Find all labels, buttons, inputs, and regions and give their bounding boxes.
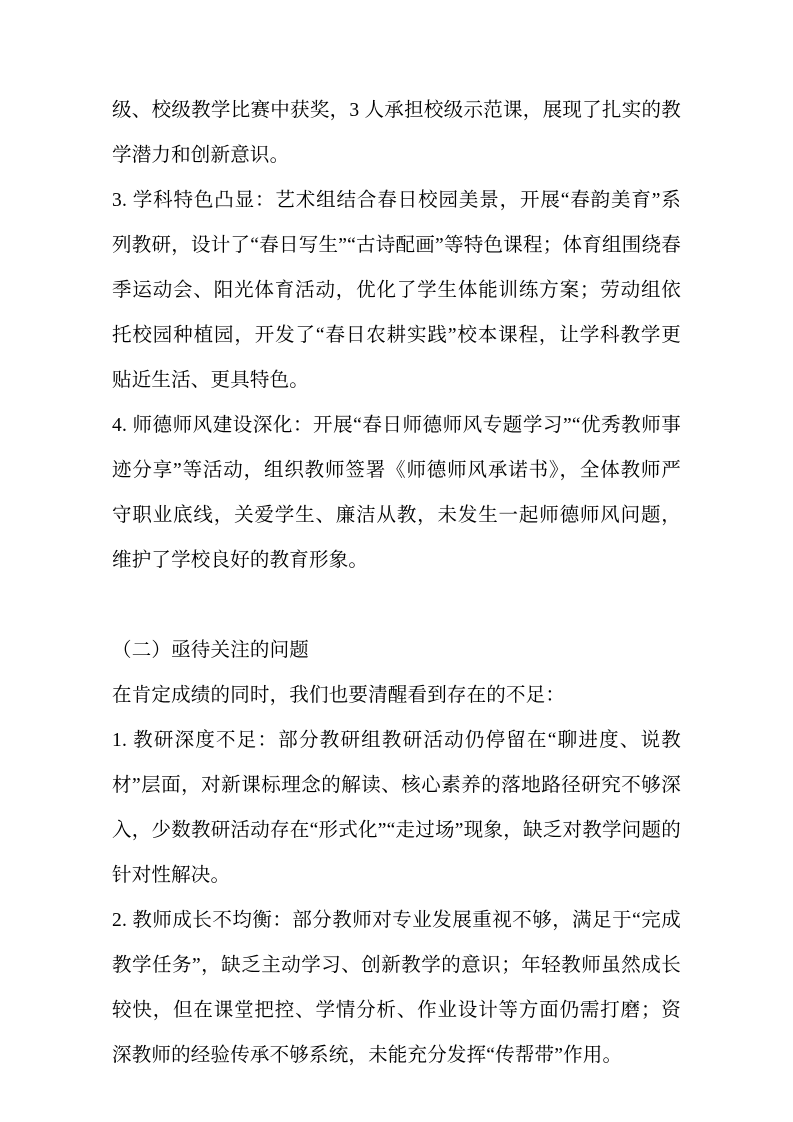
paragraph-problems-intro: 在肯定成绩的同时，我们也要清醒看到存在的不足：: [112, 685, 566, 706]
paragraph-item-3-subject-features: 3. 学科特色凸显：艺术组结合春日校园美景，开展“春韵美育”系列教研，设计了“春日写生”“古诗配画”等特色课程；体育组围绕春季运动会、阳光体育活动，优化了学生体能训练方案；劳动组依托校园种植园，开发了“春日农耕实践”校本课程，让学科教学更贴近生活、更具特色。: [112, 190, 681, 391]
paragraph-continued-teaching-competition: 级、校级教学比赛中获奖，3 人承担校级示范课，展现了扎实的教学潜力和创新意识。: [112, 100, 681, 166]
spacer-blank-line: [112, 583, 681, 628]
paragraph-problem-2-uneven-growth: 2. 教师成长不均衡：部分教师对专业发展重视不够，满足于“完成教学任务”，缺乏主动学习、创新教学的意识；年轻教师虽然成长较快，但在课堂把控、学情分析、作业设计等方面仍需打磨；资深教师的经验传承不够系统，未能充分发挥“传帮带”作用。: [112, 910, 681, 1066]
paragraph-item-4-teacher-ethics: 4. 师德师风建设深化：开展“春日师德师风专题学习”“优秀教师事迹分享”等活动，组织教师签署《师德师风承诺书》，全体教师严守职业底线，关爱学生、廉洁从教，未发生一起师德师风问题，维护了学校良好的教育形象。: [112, 415, 681, 571]
paragraph-problem-1-research-depth: 1. 教研深度不足：部分教研组教研活动仍停留在“聊进度、说教材”层面，对新课标理念的解读、核心素养的落地路径研究不够深入，少数教研活动存在“形式化”“走过场”现象，缺乏对教学问题的针对性解决。: [112, 730, 681, 886]
heading-section-two-problems: （二）亟待关注的问题: [112, 640, 310, 661]
document-body: [112, 88, 681, 1078]
